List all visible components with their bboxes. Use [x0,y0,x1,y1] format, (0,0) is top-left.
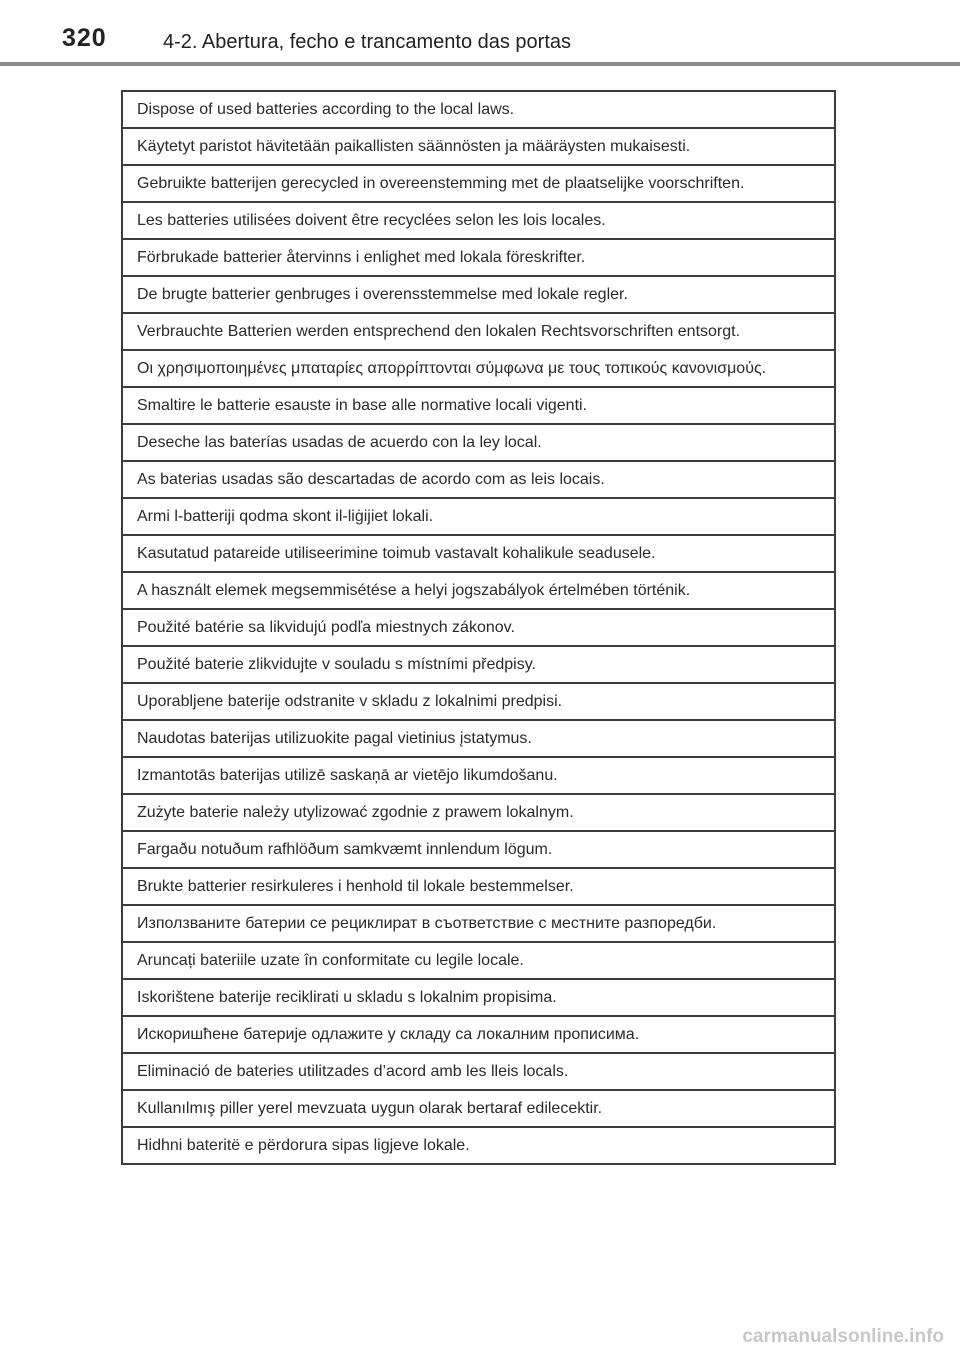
battery-disposal-table [121,90,836,1165]
page-header [0,0,960,70]
table-row: Verbrauchte Batterien werden entsprechend den lokalen Rechtsvorschriften entsorgt. [123,312,834,349]
table-row: Förbrukade batterier återvinns i enlighet med lokala föreskrifter. [123,238,834,275]
table-row: Brukte batterier resirkuleres i henhold til lokale bestemmelser. [123,867,834,904]
table-row: Armi l-batteriji qodma skont il-liġijiet lokali. [123,497,834,534]
table-row: Smaltire le batterie esauste in base alle normative locali vigenti. [123,386,834,423]
header-rule [0,62,960,66]
table-row: Eliminació de bateries utilitzades d’acord amb les lleis locals. [123,1052,834,1089]
table-row: Fargaðu notuðum rafhlöðum samkvæmt innlendum lögum. [123,830,834,867]
table-row: Zużyte baterie należy utylizować zgodnie z prawem lokalnym. [123,793,834,830]
table-row: Kasutatud patareide utiliseerimine toimub vastavalt kohalikule seadusele. [123,534,834,571]
table-row: Използваните батерии се рециклират в съответствие с местните разпоредби. [123,904,834,941]
table-row: De brugte batterier genbruges i overensstemmelse med lokale regler. [123,275,834,312]
section-title: 4-2. Abertura, fecho e trancamento das portas [163,31,572,53]
table-row: Iskorištene baterije reciklirati u skladu s lokalnim propisima. [123,978,834,1015]
table-row: Aruncați bateriile uzate în conformitate cu legile locale. [123,941,834,978]
table-row: Gebruikte batterijen gerecycled in overeenstemming met de plaatselijke voorschriften. [123,164,834,201]
watermark: carmanualsonline.info [742,1326,944,1347]
page-number: 320 [62,24,107,52]
table-row: Použité baterie zlikvidujte v souladu s místními předpisy. [123,645,834,682]
table-row: Hidhni bateritë e përdorura sipas ligjeve lokale. [123,1126,834,1163]
table-row: Naudotas baterijas utilizuokite pagal vietinius įstatymus. [123,719,834,756]
table-row: Izmantotās baterijas utilizē saskaņā ar vietējo likumdošanu. [123,756,834,793]
table-row: Dispose of used batteries according to the local laws. [137,101,515,118]
table-row: Kullanılmış piller yerel mevzuata uygun olarak bertaraf edilecektir. [123,1089,834,1126]
table-row: Použité batérie sa likvidujú podľa miestnych zákonov. [123,608,834,645]
table-row: As baterias usadas são descartadas de acordo com as leis locais. [123,460,834,497]
table-row: A használt elemek megsemmisétése a helyi jogszabályok értelmében történik. [123,571,834,608]
table-row: Οι χρησιμοποιημένες μπαταρίες απορρίπτονται σύμφωνα με τους τοπικούς κανονισμούς. [123,349,834,386]
table-row: Les batteries utilisées doivent être recyclées selon les lois locales. [123,201,834,238]
table-row: Käytetyt paristot hävitetään paikallisten säännösten ja määräysten mukaisesti. [123,127,834,164]
table-row: Искоришћене батерије одлажите у складу са локалним прописима. [123,1015,834,1052]
table-row: Deseche las baterías usadas de acuerdo con la ley local. [123,423,834,460]
table-row: Uporabljene baterije odstranite v skladu z lokalnimi predpisi. [123,682,834,719]
